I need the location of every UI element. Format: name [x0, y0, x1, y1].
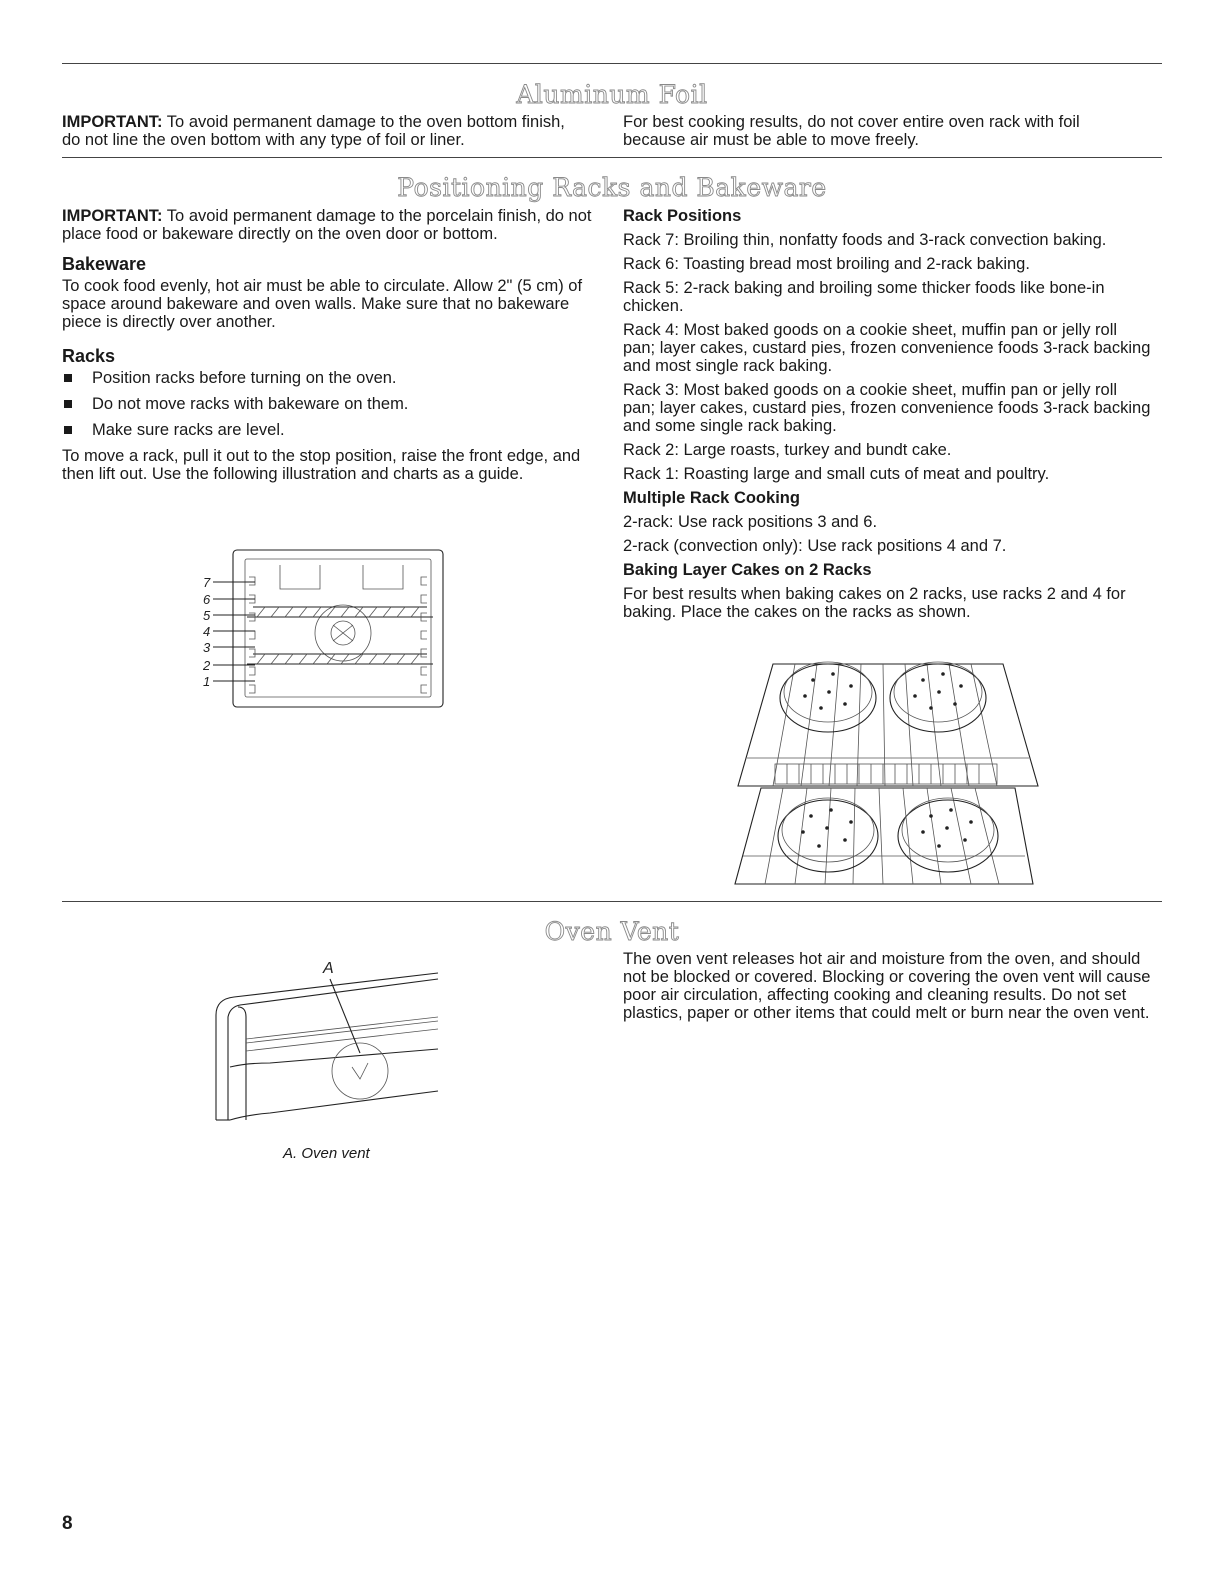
- rack-positions-heading: Rack Positions: [623, 207, 742, 225]
- positioning-left-column: [62, 207, 592, 489]
- bakeware-text: To cook food evenly, hot air must be able to circulate. Allow 2" (5 cm) of space around bakeware and oven walls. Make sure that no bakeware piece is directly over another.: [62, 277, 583, 331]
- list-item: Do not move racks with bakeware on them.: [62, 395, 592, 413]
- rule-positioning: [62, 157, 1162, 158]
- move-rack-text: To move a rack, pull it out to the stop position, raise the front edge, and then lift out. Use the following illustration and charts as a guide.: [62, 447, 581, 483]
- oven-rack-positions-illustration: [195, 547, 455, 712]
- multiple-rack-item: 2-rack (convection only): Use rack positions 4 and 7.: [623, 537, 1007, 555]
- rack-label-1: 1: [203, 674, 211, 689]
- list-item: Make sure racks are level.: [62, 421, 592, 439]
- layer-cakes-heading: Baking Layer Cakes on 2 Racks: [623, 561, 872, 579]
- upper-rack-grid: [247, 607, 433, 617]
- multiple-rack-item: 2-rack: Use rack positions 3 and 6.: [623, 513, 878, 531]
- rack-position-3: Rack 3: Most baked goods on a cookie sheet, muffin pan or jelly roll pan; layer cakes, custard pies, frozen convenience foods 3-rack backing and some single rack baking.: [623, 381, 1151, 435]
- positioning-title: Positioning Racks and Bakeware: [397, 173, 827, 202]
- bakeware-heading: Bakeware: [62, 254, 147, 274]
- lower-rack: [735, 788, 1033, 884]
- list-item: Position racks before turning on the oven.: [62, 369, 592, 387]
- rack-position-5: Rack 5: 2-rack baking and broiling some thicker foods like bone-in chicken.: [623, 279, 1105, 315]
- important-label-2: IMPORTANT:: [62, 207, 163, 225]
- aluminum-foil-left-text: To avoid permanent damage to the oven bottom finish, do not line the oven bottom with any type of foil or liner.: [62, 113, 565, 149]
- vent-callout-letter: A: [323, 960, 334, 977]
- rack-position-1: Rack 1: Roasting large and small cuts of meat and poultry.: [623, 465, 1050, 483]
- oven-vent-title: Oven Vent: [544, 917, 680, 946]
- upper-rack: [738, 662, 1038, 786]
- rack-label-7: 7: [203, 575, 211, 590]
- oven-vent-illustration: [210, 955, 450, 1130]
- important-label: IMPORTANT:: [62, 113, 163, 131]
- aluminum-foil-right: [623, 113, 1143, 155]
- oven-vent-caption: A. Oven vent: [283, 1145, 370, 1162]
- lower-rack-grid: [247, 654, 433, 664]
- multiple-rack-heading: Multiple Rack Cooking: [623, 489, 800, 507]
- rack-label-6: 6: [203, 592, 211, 607]
- layer-cakes-text: For best results when baking cakes on 2 racks, use racks 2 and 4 for baking. Place the cakes on the racks as shown.: [623, 585, 1126, 621]
- oven-vent-text: The oven vent releases hot air and moisture from the oven, and should not be blocked or covered. Blocking or covering the oven vent will cause poor air circulation, affecting cooking and cleaning results. Do not set plastics, paper or other items that could melt or burn near the oven vent.: [623, 950, 1151, 1022]
- rack-label-4: 4: [203, 624, 211, 639]
- rack-position-7: Rack 7: Broiling thin, nonfatty foods and 3-rack convection baking.: [623, 231, 1107, 249]
- racks-bullet-list: [62, 369, 592, 439]
- rack-position-6: Rack 6: Toasting bread most broiling and 2-rack baking.: [623, 255, 1030, 273]
- rack-position-4: Rack 4: Most baked goods on a cookie sheet, muffin pan or jelly roll pan; layer cakes, custard pies, frozen convenience foods 3-rack backing and most single rack baking.: [623, 321, 1151, 375]
- rack-label-2: 2: [203, 658, 211, 673]
- porcelain-warning-text: To avoid permanent damage to the porcelain finish, do not place food or bakeware directly on the oven door or bottom.: [62, 207, 592, 243]
- positioning-right-column: [623, 207, 1153, 627]
- rule-oven-vent: [62, 901, 1162, 902]
- page-number: 8: [62, 1513, 73, 1534]
- racks-heading: Racks: [62, 346, 116, 366]
- rack-label-5: 5: [203, 608, 211, 623]
- top-rule: [62, 63, 1162, 64]
- aluminum-foil-title: Aluminum Foil: [516, 80, 708, 109]
- aluminum-foil-left: [62, 113, 582, 155]
- rack-position-2: Rack 2: Large roasts, turkey and bundt cake.: [623, 441, 952, 459]
- cakes-on-racks-illustration: [733, 658, 1043, 888]
- aluminum-foil-right-text: For best cooking results, do not cover entire oven rack with foil because air must be able to move freely.: [623, 113, 1080, 149]
- rack-label-3: 3: [203, 640, 211, 655]
- oven-vent-text-column: [623, 950, 1153, 1028]
